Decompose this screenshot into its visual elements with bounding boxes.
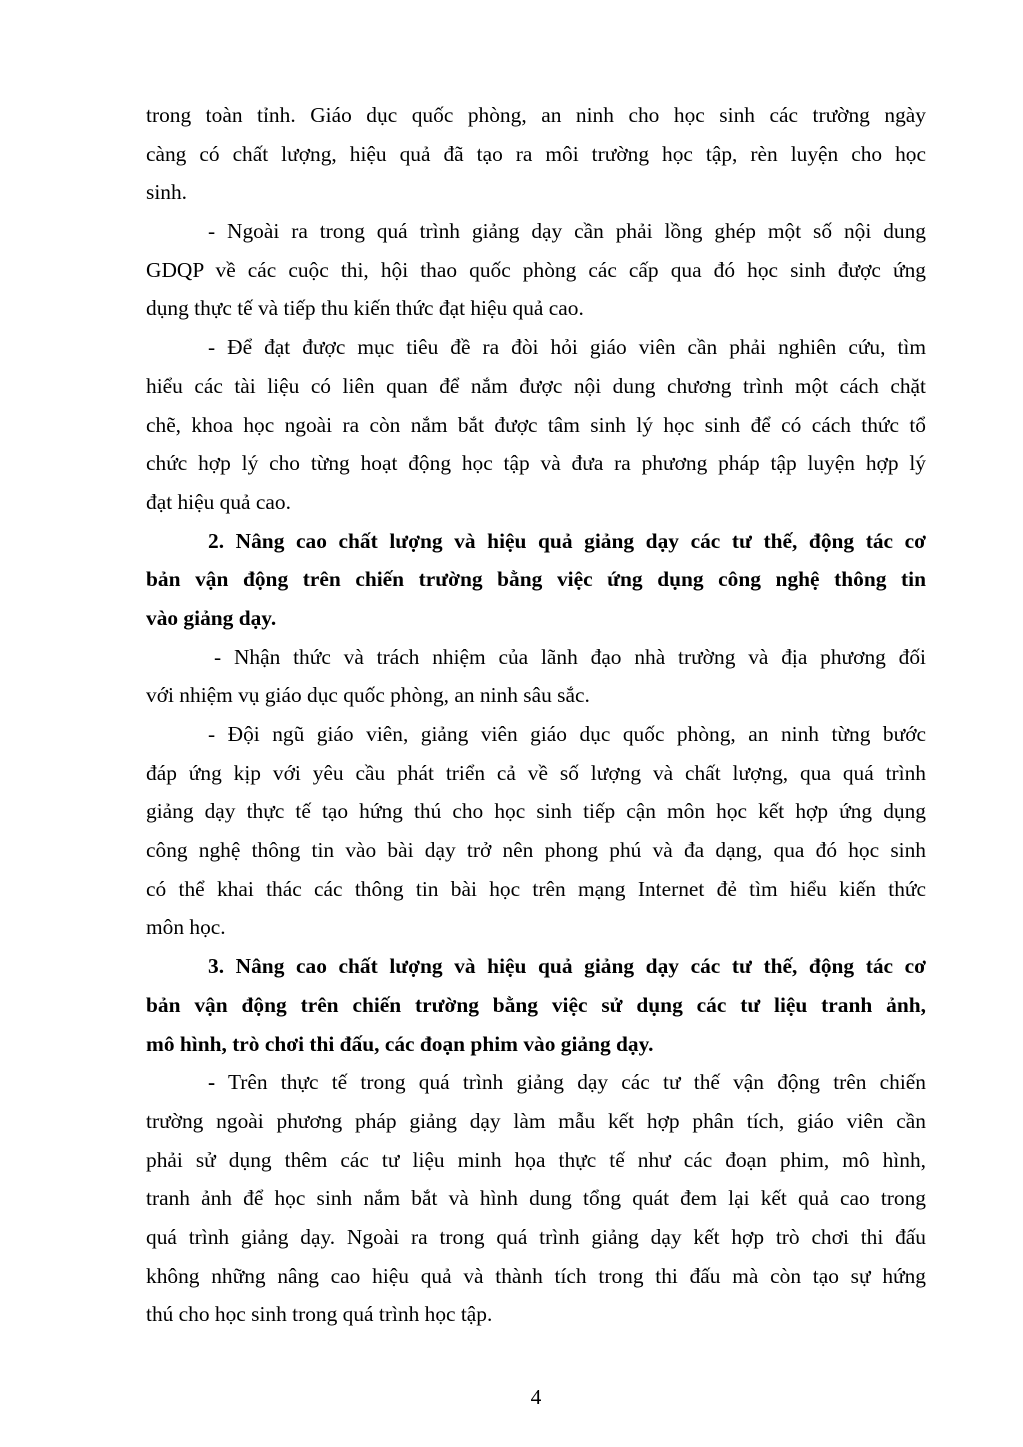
section-heading-3 [146, 947, 926, 1063]
section-heading-2 [146, 522, 926, 638]
document-page [146, 96, 926, 1334]
paragraph-teaching-materials [146, 1063, 926, 1334]
text-line: đạt hiệu quả cao. [146, 489, 291, 514]
text-line: có thể khai thác các thông tin bài học trên mạng Internet đẻ tìm hiểu kiến thức [146, 876, 926, 901]
text-line: - Đội ngũ giáo viên, giảng viên giáo dục quốc phòng, an ninh từng bước [208, 722, 926, 746]
heading-line: 3. Nâng cao chất lượng và hiệu quả giảng dạy các tư thế, động tác cơ [208, 954, 926, 979]
text-run: Trên thực tế trong quá trình giảng dạy các tư thế vận động trên chiến [215, 1070, 926, 1095]
text-line: chẽ, khoa học ngoài ra còn nắm bắt được tâm sinh lý học sinh để có cách thức tổ [146, 412, 926, 437]
page-number: 4 [530, 1385, 542, 1409]
text-line: - Ngoài ra trong quá trình giảng dạy cần phải lồng ghép một số nội dung [208, 219, 926, 244]
text-line: công nghệ thông tin vào bài dạy trở nên phong phú và đa dạng, qua đó học sinh [146, 838, 926, 863]
text-line: trường ngoài phương pháp giảng dạy làm mẫu kết hợp phân tích, giáo viên cần [146, 1108, 926, 1133]
text-line: tranh ảnh để học sinh nắm bắt và hình dung tổng quát đem lại kết quả cao trong [146, 1186, 926, 1211]
text-line: hiểu các tài liệu có liên quan để nắm được nội dung chương trình một cách chặt [146, 373, 926, 398]
text-line: quá trình giảng dạy. Ngoài ra trong quá trình giảng dạy kết hợp trò chơi thi đấu [146, 1224, 926, 1249]
paragraph-leadership-awareness [146, 638, 926, 715]
text-line: phải sử dụng thêm các tư liệu minh họa thực tế như các đoạn phim, mô hình, [146, 1147, 926, 1172]
heading-line: 2. Nâng cao chất lượng và hiệu quả giảng dạy các tư thế, động tác cơ [208, 528, 926, 553]
paragraph-teaching-staff [146, 715, 926, 947]
text-line: môn học. [146, 915, 226, 940]
heading-line: bản vận động trên chiến trường bằng việc sử dụng các tư liệu tranh ảnh, [146, 992, 926, 1017]
text-line: với nhiệm vụ giáo dục quốc phòng, an ninh sâu sắc. [146, 683, 590, 708]
text-line: giảng dạy thực tế tạo hứng thú cho học sinh tiếp cận môn học kết hợp ứng dụng [146, 799, 926, 824]
paragraph-gdqp-integration [146, 212, 926, 328]
paragraph-teacher-research [146, 328, 926, 521]
text-line [146, 1063, 926, 1102]
bullet-dash: - [208, 1070, 216, 1095]
heading-line: mô hình, trò chơi thi đấu, các đoạn phim vào giảng dạy. [146, 1031, 654, 1056]
text-line: thú cho học sinh trong quá trình học tập. [146, 1302, 493, 1327]
heading-line: bản vận động trên chiến trường bằng việc ứng dụng công nghệ thông tin [146, 567, 926, 592]
text-line: sinh. [146, 180, 188, 205]
paragraph-intro-continuation [146, 96, 926, 212]
text-line: trong toàn tỉnh. Giáo dục quốc phòng, an ninh cho học sinh các trường ngày [146, 103, 926, 127]
heading-line: vào giảng dạy. [146, 605, 277, 630]
text-line: dụng thực tế và tiếp thu kiến thức đạt hiệu quả cao. [146, 296, 584, 321]
text-line: càng có chất lượng, hiệu quả đã tạo ra môi trường học tập, rèn luyện cho học [146, 141, 926, 166]
text-line: chức hợp lý cho từng hoạt động học tập và đưa ra phương pháp tập luyện hợp lý [146, 451, 926, 476]
text-line: GDQP về các cuộc thi, hội thao quốc phòng các cấp qua đó học sinh được ứng [146, 257, 926, 282]
text-line: không những nâng cao hiệu quả và thành tích trong thi đấu mà còn tạo sự hứng [146, 1263, 926, 1288]
text-line: - Để đạt được mục tiêu đề ra đòi hỏi giáo viên cần phải nghiên cứu, tìm [208, 335, 926, 360]
text-line: đáp ứng kịp với yêu cầu phát triển cả về số lượng và chất lượng, qua quá trình [146, 760, 926, 785]
text-line: - Nhận thức và trách nhiệm của lãnh đạo nhà trường và địa phương đối [214, 644, 926, 669]
